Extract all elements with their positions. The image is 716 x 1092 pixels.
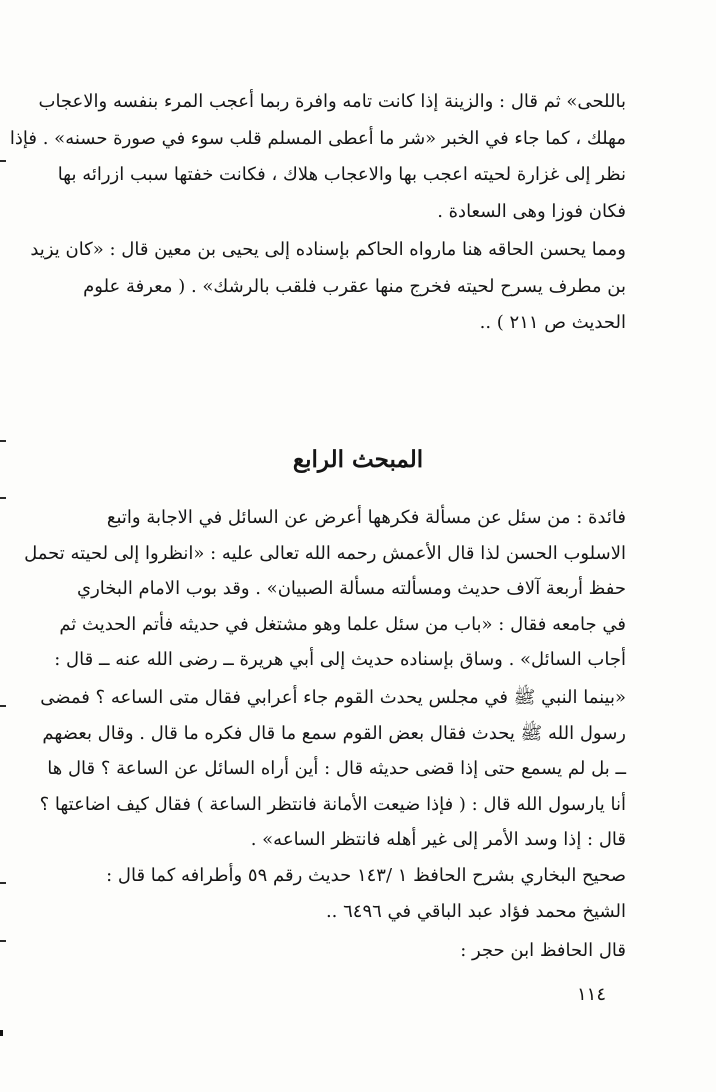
paragraph-line: فائدة : من سئل عن مسألة فكرهها أعرض عن السائل في الاجابة واتبع (106, 507, 626, 528)
paragraph-line: أنا يارسول الله قال : ( فإذا ضيعت الأمانة فانتظر الساعة ) فقال كيف اضاعتها ؟ (39, 793, 626, 815)
scan-edge-mark (0, 160, 6, 162)
scan-edge-mark (0, 940, 6, 942)
paragraph-line: فكان فوزا وهى السعادة . (437, 200, 626, 222)
paragraph-line: قال الحافظ ابن حجر : (460, 940, 626, 961)
paragraph-line: في جامعه فقال : «باب من سئل علما وهو مشتغل في حديثه فأتم الحديث ثم (59, 613, 626, 635)
fa-ida-paragraph (24, 500, 626, 678)
paragraph-line: قال : إذا وسد الأمر إلى غير أهله فانتظر الساعه» . (250, 829, 626, 850)
intro-paragraph (9, 84, 626, 230)
scan-edge-mark (0, 440, 6, 442)
paragraph-line: ــ بل لم يسمع حتى إذا قضى حديثه قال : أين أراه السائل عن الساعة ؟ قال ها (47, 758, 626, 779)
paragraph-line: «بينما النبي ﷺ في مجلس يحدث القوم جاء أعرابي فقال متى الساعه ؟ فمضى (40, 687, 626, 708)
scan-edge-mark (0, 705, 6, 707)
hadith-quote (39, 680, 626, 858)
scan-speck (0, 1030, 3, 1036)
hakim-paragraph (30, 232, 626, 342)
scan-edge-mark (0, 497, 6, 499)
section-heading: المبحث الرابع (292, 446, 424, 473)
page-number: ١١٤ (577, 984, 607, 1005)
paragraph-line: نظر إلى غزارة لحيته اعجب بها والاعجاب هلاك ، فكانت خفتها سبب ازرائه بها (57, 164, 626, 185)
paragraph-line: صحيح البخاري بشرح الحافظ ١ /١٤٣ حديث رقم ٥٩ وأطرافه كما قال : (106, 865, 626, 886)
paragraph-line: الشيخ محمد فؤاد عبد الباقي في ٦٤٩٦ .. (325, 900, 626, 922)
paragraph-line: رسول الله ﷺ يحدث فقال بعض القوم سمع ما قال فكره ما قال . وقال بعضهم (42, 722, 626, 744)
paragraph-line: الاسلوب الحسن لذا قال الأعمش رحمه الله تعالى عليه : «انظروا إلى لحيته تحمل (24, 542, 626, 564)
paragraph-line: بن مطرف يسرح لحيته فخرج منها عقرب فلقب بالرشك» . ( معرفة علوم (83, 275, 626, 297)
paragraph-line: حفظ أربعة آلاف حديث ومسألته مسألة الصبيان» . وقد بوب الامام البخاري (77, 578, 626, 599)
paragraph-line: مهلك ، كما جاء في الخبر «شر ما أعطى المسلم قلب سوء في صورة حسنه» . فإذا (9, 127, 626, 149)
paragraph-line: أجاب السائل» . وساق بإسناده حديث إلى أبي هريرة ــ رضى الله عنه ــ قال : (54, 649, 626, 670)
closing-line (78, 936, 626, 966)
source-citation (78, 858, 626, 929)
paragraph-line: باللحى» ثم قال : والزينة إذا كانت تامه وافرة ربما أعجب المرء بنفسه والاعجاب (38, 91, 626, 112)
paragraph-line: الحديث ص ٢١١ ) .. (479, 312, 626, 333)
paragraph-line: ومما يحسن الحاقه هنا مارواه الحاكم بإسناده إلى يحيى بن معين قال : «كان يزيد (30, 239, 626, 260)
scan-edge-mark (0, 882, 6, 884)
